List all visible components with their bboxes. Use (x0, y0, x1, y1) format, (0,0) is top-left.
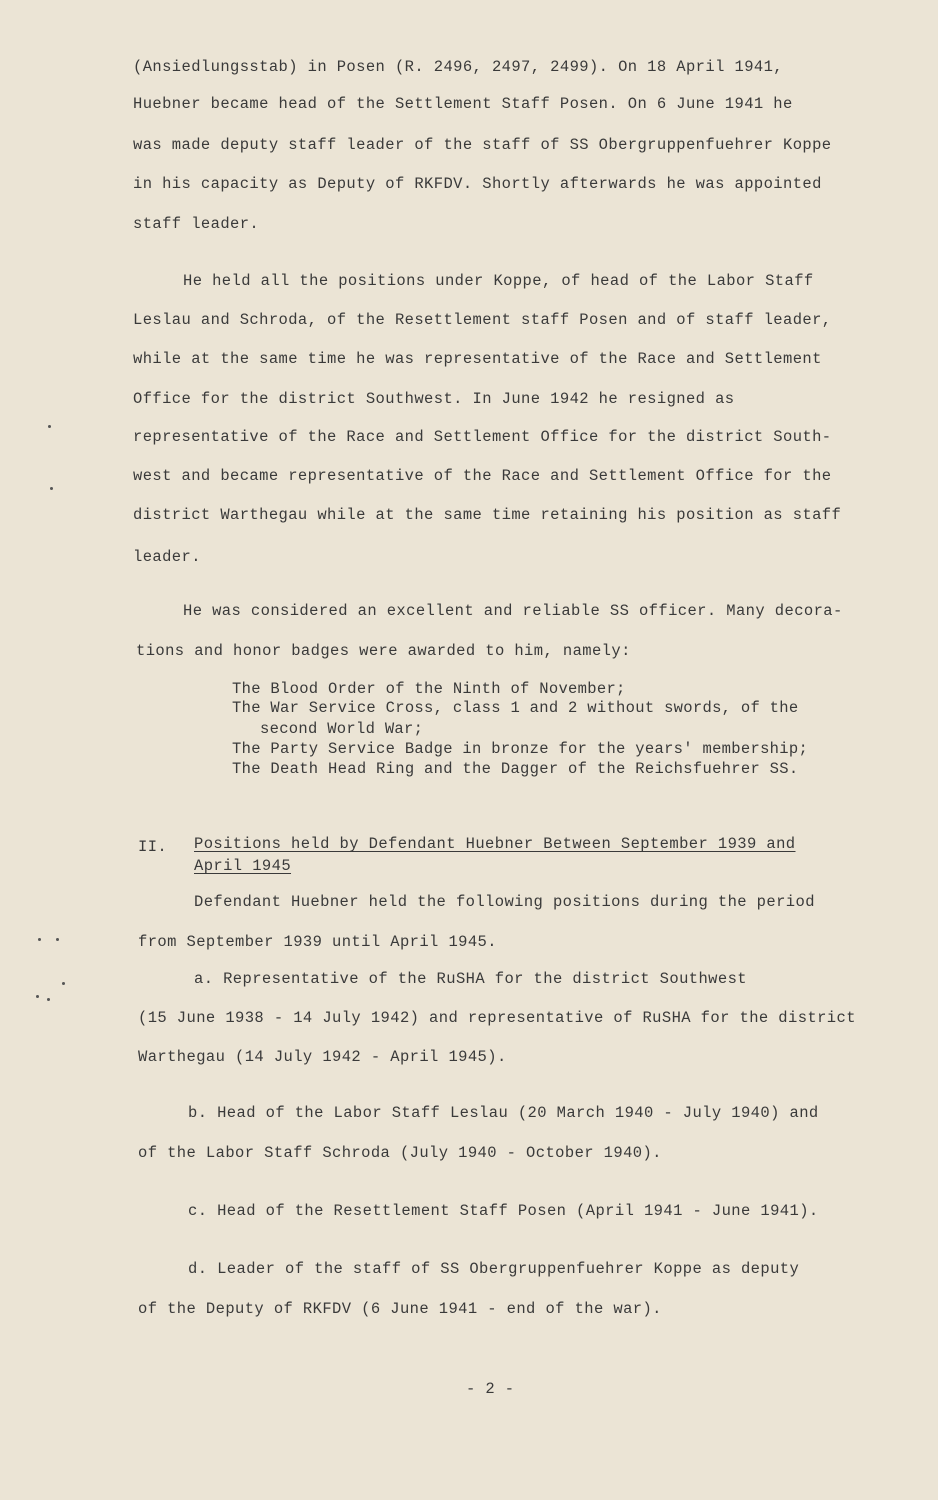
section-number: II. (138, 838, 168, 856)
margin-mark (62, 982, 65, 985)
award-item: The Death Head Ring and the Dagger of the Reichsfuehrer SS. (232, 760, 799, 778)
margin-mark (48, 425, 51, 428)
list-item: of the Labor Staff Schroda (July 1940 - October 1940). (138, 1144, 662, 1162)
award-item: The War Service Cross, class 1 and 2 without swords, of the (232, 699, 799, 717)
margin-mark (47, 998, 50, 1001)
text-line: west and became representative of the Race and Settlement Office for the (133, 467, 832, 485)
list-item: a. Representative of the RuSHA for the district Southwest (194, 970, 747, 988)
text-line: Office for the district Southwest. In June 1942 he resigned as (133, 390, 735, 408)
award-item: The Blood Order of the Ninth of November; (232, 680, 626, 698)
page-number: - 2 - (466, 1380, 515, 1398)
text-line: Leslau and Schroda, of the Resettlement staff Posen and of staff leader, (133, 311, 832, 329)
section-title: Positions held by Defendant Huebner Between September 1939 and (194, 835, 796, 853)
text-line: He was considered an excellent and reliable SS officer. Many decora- (183, 602, 843, 620)
text-line: staff leader. (133, 215, 260, 233)
text-line: while at the same time he was representative of the Race and Settlement (133, 350, 822, 368)
margin-mark (36, 995, 39, 998)
text-line: He held all the positions under Koppe, of head of the Labor Staff (183, 272, 814, 290)
list-item: of the Deputy of RKFDV (6 June 1941 - end of the war). (138, 1300, 662, 1318)
text-line: Huebner became head of the Settlement Staff Posen. On 6 June 1941 he (133, 95, 793, 113)
text-line: (Ansiedlungsstab) in Posen (R. 2496, 2497, 2499). On 18 April 1941, (133, 58, 784, 76)
text-line: from September 1939 until April 1945. (138, 933, 497, 951)
award-item: second World War; (260, 720, 424, 738)
margin-mark (38, 938, 41, 941)
list-item: b. Head of the Labor Staff Leslau (20 March 1940 - July 1940) and (188, 1104, 819, 1122)
text-line: tions and honor badges were awarded to him, namely: (136, 642, 631, 660)
text-line: in his capacity as Deputy of RKFDV. Shortly afterwards he was appointed (133, 175, 822, 193)
list-item: d. Leader of the staff of SS Obergruppenfuehrer Koppe as deputy (188, 1260, 800, 1278)
text-line: leader. (133, 548, 201, 566)
text-line: was made deputy staff leader of the staff of SS Obergruppenfuehrer Koppe (133, 136, 832, 154)
margin-mark (50, 487, 53, 490)
margin-mark (56, 938, 59, 941)
award-item: The Party Service Badge in bronze for the years' membership; (232, 740, 809, 758)
list-item: c. Head of the Resettlement Staff Posen (April 1941 - June 1941). (188, 1202, 819, 1220)
text-line: representative of the Race and Settlement Office for the district South- (133, 428, 832, 446)
list-item: Warthegau (14 July 1942 - April 1945). (138, 1048, 507, 1066)
text-line: Defendant Huebner held the following positions during the period (194, 893, 815, 911)
text-line: district Warthegau while at the same time retaining his position as staff (133, 506, 842, 524)
list-item: (15 June 1938 - 14 July 1942) and representative of RuSHA for the district (138, 1009, 856, 1027)
section-title: April 1945 (194, 857, 292, 875)
